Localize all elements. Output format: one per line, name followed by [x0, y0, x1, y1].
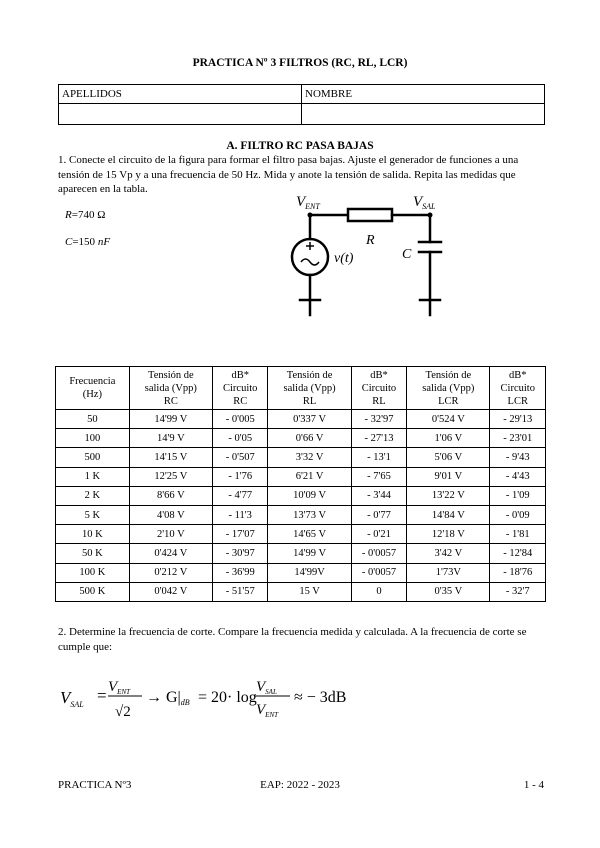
table-header-row: [56, 367, 546, 410]
intro-paragraph: 1. Conecte el circuito de la figura para formar el filtro pasa bajas. Ajuste el generador de funciones a una tensión de 15 Vp y a una frecuencia de 50 Hz. Mida y anote la tensión de salida. Repita las medidas que aparecen en la tabla.: [58, 154, 519, 196]
table-cell: 0'524 V: [407, 410, 490, 429]
apellidos-field[interactable]: [59, 104, 302, 125]
svg-text:=: =: [97, 686, 107, 705]
table-cell: - 32'97: [351, 410, 406, 429]
section-title: A. FILTRO RC PASA BAJAS: [226, 140, 374, 152]
v-sal-label: $V_{SAL}$: [413, 194, 436, 211]
table-cell: - 0'507: [212, 448, 267, 467]
table-cell: 500: [56, 448, 130, 467]
column-header: Tensión de salida (Vpp) LCR: [407, 367, 490, 410]
table-cell: 9'01 V: [407, 467, 490, 486]
table-cell: 14'15 V: [129, 448, 212, 467]
table-cell: 13'22 V: [407, 486, 490, 505]
source-label: v(t): [334, 251, 354, 266]
resistor-value: R=740 Ω: [65, 209, 106, 221]
table-cell: 1'73V: [407, 563, 490, 582]
column-header: Tensión de salida (Vpp) RL: [268, 367, 351, 410]
document-title: PRACTICA Nº 3 FILTROS (RC, RL, LCR): [192, 57, 408, 69]
table-cell: - 51'57: [212, 582, 267, 601]
table-cell: - 7'65: [351, 467, 406, 486]
table-cell: - 0'05: [212, 429, 267, 448]
table-row: [56, 563, 546, 582]
table-cell: 0'337 V: [268, 410, 351, 429]
table-row: [56, 544, 546, 563]
table-cell: - 0'77: [351, 505, 406, 524]
v-ent-label: $V_{ENT}$: [296, 194, 320, 211]
table-cell: 13'73 V: [268, 505, 351, 524]
table-cell: 10'09 V: [268, 486, 351, 505]
table-cell: - 9'43: [490, 448, 546, 467]
table-cell: - 23'01: [490, 429, 546, 448]
table-cell: 5'06 V: [407, 448, 490, 467]
table-cell: - 1'81: [490, 525, 546, 544]
table-row: [56, 410, 546, 429]
table-cell: - 0'0057: [351, 563, 406, 582]
table-cell: 0'66 V: [268, 429, 351, 448]
capacitor-value: C=150 nF: [65, 236, 111, 248]
table-cell: - 12'84: [490, 544, 546, 563]
table-row: [56, 486, 546, 505]
formula-approx: ≈ − 3dB: [294, 689, 347, 706]
column-header: dB* Circuito RC: [212, 367, 267, 410]
column-header: dB* Circuito RL: [351, 367, 406, 410]
formula-log: = 20· log: [198, 689, 257, 706]
resistor-symbol: [348, 209, 392, 221]
table-cell: - 1'76: [212, 467, 267, 486]
table-cell: 14'99V: [268, 563, 351, 582]
formula-gain: → G|dB: [146, 689, 190, 707]
c-label: C: [402, 247, 412, 262]
table-cell: 0'424 V: [129, 544, 212, 563]
table-cell: - 13'1: [351, 448, 406, 467]
table-cell: - 30'97: [212, 544, 267, 563]
table-row: [56, 448, 546, 467]
table-cell: 6'21 V: [268, 467, 351, 486]
table-cell: - 0'21: [351, 525, 406, 544]
table-cell: - 11'3: [212, 505, 267, 524]
table-cell: 15 V: [268, 582, 351, 601]
r-label: R: [366, 233, 375, 248]
table-cell: 4'08 V: [129, 505, 212, 524]
table-cell: 12'18 V: [407, 525, 490, 544]
measurements-table: [55, 366, 546, 602]
table-cell: 50: [56, 410, 130, 429]
table-cell: 500 K: [56, 582, 130, 601]
table-cell: 8'66 V: [129, 486, 212, 505]
table-cell: 10 K: [56, 525, 130, 544]
table-cell: 3'42 V: [407, 544, 490, 563]
table-row: [56, 505, 546, 524]
column-header: Tensión de salida (Vpp) RC: [129, 367, 212, 410]
table-cell: - 17'07: [212, 525, 267, 544]
formula-frac-num: $V_{SAL}$: [256, 679, 277, 696]
student-names-table: [58, 84, 545, 125]
table-cell: 0: [351, 582, 406, 601]
table-cell: 14'84 V: [407, 505, 490, 524]
table-cell: - 0'005: [212, 410, 267, 429]
table-cell: 0'35 V: [407, 582, 490, 601]
table-cell: 50 K: [56, 544, 130, 563]
table-row: [56, 525, 546, 544]
column-header: dB* Circuito LCR: [490, 367, 546, 410]
table-row: [56, 582, 546, 601]
nombre-label: NOMBRE: [302, 85, 545, 104]
table-cell: - 1'09: [490, 486, 546, 505]
table-cell: 3'32 V: [268, 448, 351, 467]
table-cell: - 18'76: [490, 563, 546, 582]
table-cell: - 36'99: [212, 563, 267, 582]
table-cell: 14'65 V: [268, 525, 351, 544]
ac-wave-icon: [301, 259, 319, 265]
table-cell: 100: [56, 429, 130, 448]
table-body: [56, 410, 546, 602]
table-cell: - 0'0057: [351, 544, 406, 563]
table-cell: 1'06 V: [407, 429, 490, 448]
table-cell: - 3'44: [351, 486, 406, 505]
footer-center: EAP: 2022 - 2023: [260, 779, 340, 791]
table-cell: 5 K: [56, 505, 130, 524]
formula-v-ent: $V_{ENT}$: [108, 679, 131, 696]
nombre-field[interactable]: [302, 104, 545, 125]
formula-v-sal: $V_{SAL}$: [60, 688, 84, 709]
cutoff-formula: [60, 672, 380, 722]
table-row: [56, 467, 546, 486]
table-cell: - 4'77: [212, 486, 267, 505]
formula-frac-den: $V_{ENT}$: [256, 702, 279, 719]
column-header: Frecuencia (Hz): [56, 367, 130, 410]
question-2: 2. Determine la frecuencia de corte. Compare la frecuencia medida y calculada. A la frecuencia de corte se cumple que:: [58, 626, 527, 653]
table-cell: 2'10 V: [129, 525, 212, 544]
table-cell: 2 K: [56, 486, 130, 505]
table-cell: - 27'13: [351, 429, 406, 448]
table-cell: 0'042 V: [129, 582, 212, 601]
apellidos-label: APELLIDOS: [59, 85, 302, 104]
table-cell: 14'9 V: [129, 429, 212, 448]
table-cell: 14'99 V: [129, 410, 212, 429]
rc-circuit-diagram: [280, 190, 470, 320]
r-symbol: R: [65, 209, 72, 221]
table-cell: 14'99 V: [268, 544, 351, 563]
table-cell: 100 K: [56, 563, 130, 582]
c-symbol: C: [65, 236, 73, 248]
footer-left: PRACTICA Nº3: [58, 779, 132, 791]
table-cell: - 29'13: [490, 410, 546, 429]
table-cell: - 32'7: [490, 582, 546, 601]
table-cell: 0'212 V: [129, 563, 212, 582]
table-cell: 1 K: [56, 467, 130, 486]
table-cell: - 4'43: [490, 467, 546, 486]
table-cell: - 0'09: [490, 505, 546, 524]
table-cell: 12'25 V: [129, 467, 212, 486]
formula-sqrt2: √2: [115, 704, 131, 720]
footer-page-number: 1 - 4: [523, 779, 544, 791]
table-row: [56, 429, 546, 448]
